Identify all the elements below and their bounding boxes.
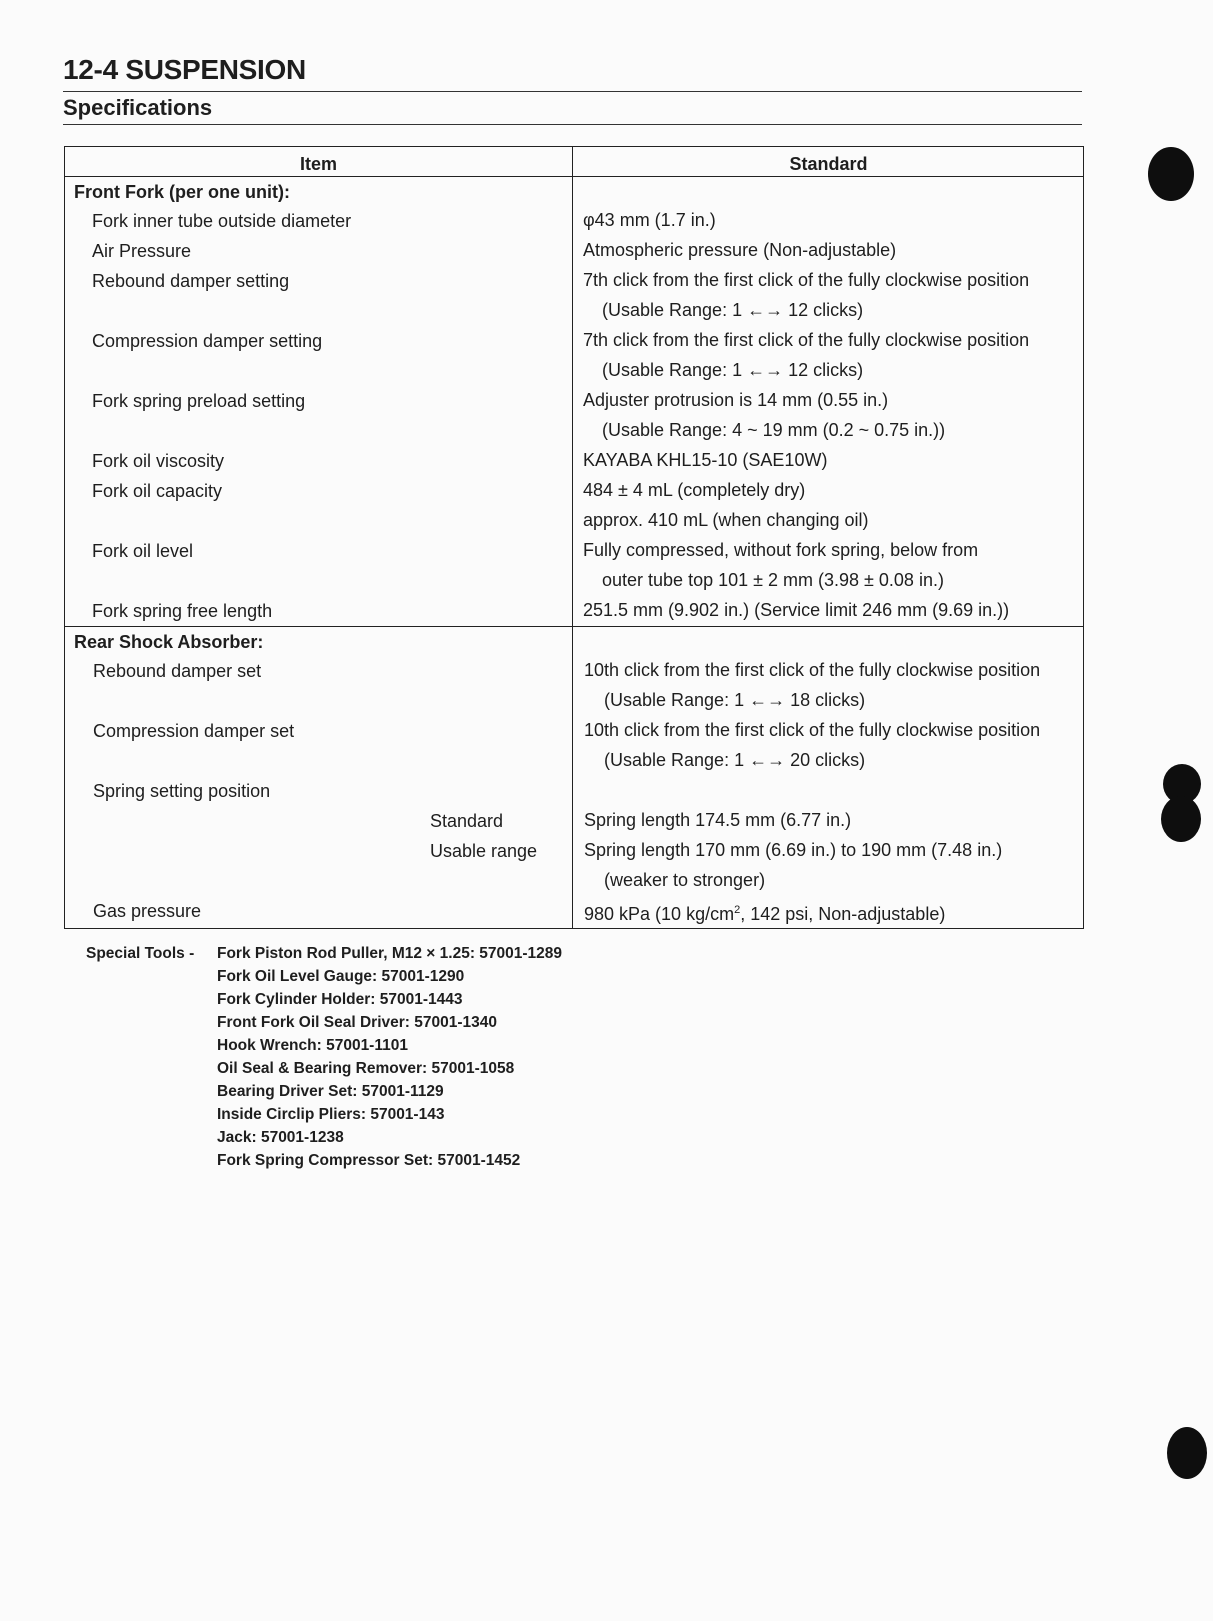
special-tools-label: Special Tools -: [86, 945, 195, 962]
spec-value: Spring length 170 mm (6.69 in.) to 190 mm (7.48 in.): [584, 840, 1003, 860]
tool-item: Jack: 57001-1238: [217, 1129, 344, 1146]
section-title: Specifications: [63, 95, 213, 120]
spec-subitem: Usable range: [430, 841, 538, 861]
spec-value: φ43 mm (1.7 in.): [583, 210, 716, 230]
spec-value: Spring length 174.5 mm (6.77 in.): [584, 810, 852, 830]
section-rule: [63, 124, 1082, 125]
spec-value: 484 ± 4 mL (completely dry): [583, 480, 806, 500]
spec-value-detail: (Usable Range: 1 ←→ 12 clicks): [602, 360, 864, 380]
spec-item: Compression damper setting: [92, 331, 323, 351]
tool-item: Fork Cylinder Holder: 57001-1443: [217, 991, 463, 1008]
spec-value-detail: (weaker to stronger): [604, 870, 766, 890]
spec-value: KAYABA KHL15-10 (SAE10W): [583, 450, 828, 470]
spec-value-detail: (Usable Range: 4 ~ 19 mm (0.2 ~ 0.75 in.)): [602, 420, 946, 440]
column-divider: [572, 147, 573, 928]
spec-value-detail: outer tube top 101 ± 2 mm (3.98 ± 0.08 in.): [602, 570, 944, 590]
title-rule: [63, 91, 1082, 92]
section-divider: [65, 626, 1083, 627]
gas-pressure-value-tail: , 142 psi, Non-adjustable): [740, 904, 946, 924]
tool-item: Front Fork Oil Seal Driver: 57001-1340: [217, 1014, 497, 1031]
spec-value: 10th click from the first click of the fully clockwise position: [584, 660, 1041, 680]
spec-value: 251.5 mm (9.902 in.) (Service limit 246 mm (9.69 in.)): [583, 600, 1010, 620]
punch-hole: [1148, 147, 1194, 201]
spec-value-detail: (Usable Range: 1 ←→ 18 clicks): [604, 690, 866, 710]
spec-item: Fork inner tube outside diameter: [92, 211, 352, 231]
gas-pressure-value: 980 kPa (10 kg/cm: [584, 904, 735, 924]
spec-value: 7th click from the first click of the fully clockwise position: [583, 330, 1030, 350]
special-tools-list: [217, 942, 562, 1172]
spec-item: Compression damper set: [93, 721, 295, 741]
spec-item: Rebound damper setting: [92, 271, 290, 291]
spec-item: Rebound damper set: [93, 661, 262, 681]
tool-item: Fork Oil Level Gauge: 57001-1290: [217, 968, 465, 985]
spec-value-detail: approx. 410 mL (when changing oil): [583, 510, 869, 530]
tool-item: Hook Wrench: 57001-1101: [217, 1037, 408, 1054]
spec-item: Spring setting position: [93, 781, 271, 801]
spec-subitem: Standard: [430, 811, 504, 831]
spec-item: Gas pressure: [93, 901, 202, 921]
spec-item: Fork oil capacity: [92, 481, 223, 501]
column-header-standard: Standard: [789, 154, 868, 174]
spec-value: 7th click from the first click of the fully clockwise position: [583, 270, 1030, 290]
spec-item: Fork spring preload setting: [92, 391, 306, 411]
page-title: 12-4 SUSPENSION: [63, 54, 306, 85]
spec-value: Fully compressed, without fork spring, below from: [583, 540, 979, 560]
punch-hole: [1161, 796, 1201, 842]
spec-value-detail: (Usable Range: 1 ←→ 12 clicks): [602, 300, 864, 320]
spec-value: 10th click from the first click of the fully clockwise position: [584, 720, 1041, 740]
tool-item: Oil Seal & Bearing Remover: 57001-1058: [217, 1060, 515, 1077]
spec-item: Fork spring free length: [92, 601, 273, 621]
superscript: 2: [734, 904, 741, 916]
group-heading-front-fork: Front Fork (per one unit):: [74, 182, 290, 202]
spec-value: [584, 900, 945, 924]
column-header-item: Item: [299, 154, 337, 174]
tool-item: Fork Spring Compressor Set: 57001-1452: [217, 1152, 521, 1169]
spec-item: Air Pressure: [92, 241, 192, 261]
spec-value-detail: (Usable Range: 1 ←→ 20 clicks): [604, 750, 866, 770]
tool-item: Inside Circlip Pliers: 57001-143: [217, 1106, 445, 1123]
specifications-table: [64, 146, 1084, 929]
spec-item: Fork oil level: [92, 541, 194, 561]
tool-item: Bearing Driver Set: 57001-1129: [217, 1083, 444, 1100]
spec-item: Fork oil viscosity: [92, 451, 225, 471]
group-heading-rear-shock: Rear Shock Absorber:: [74, 632, 264, 652]
punch-hole: [1167, 1427, 1207, 1479]
header-divider: [65, 176, 1083, 177]
spec-value: Atmospheric pressure (Non-adjustable): [583, 240, 897, 260]
spec-value: Adjuster protrusion is 14 mm (0.55 in.): [583, 390, 889, 410]
tool-item: Fork Piston Rod Puller, M12 × 1.25: 57001-1289: [217, 945, 563, 962]
